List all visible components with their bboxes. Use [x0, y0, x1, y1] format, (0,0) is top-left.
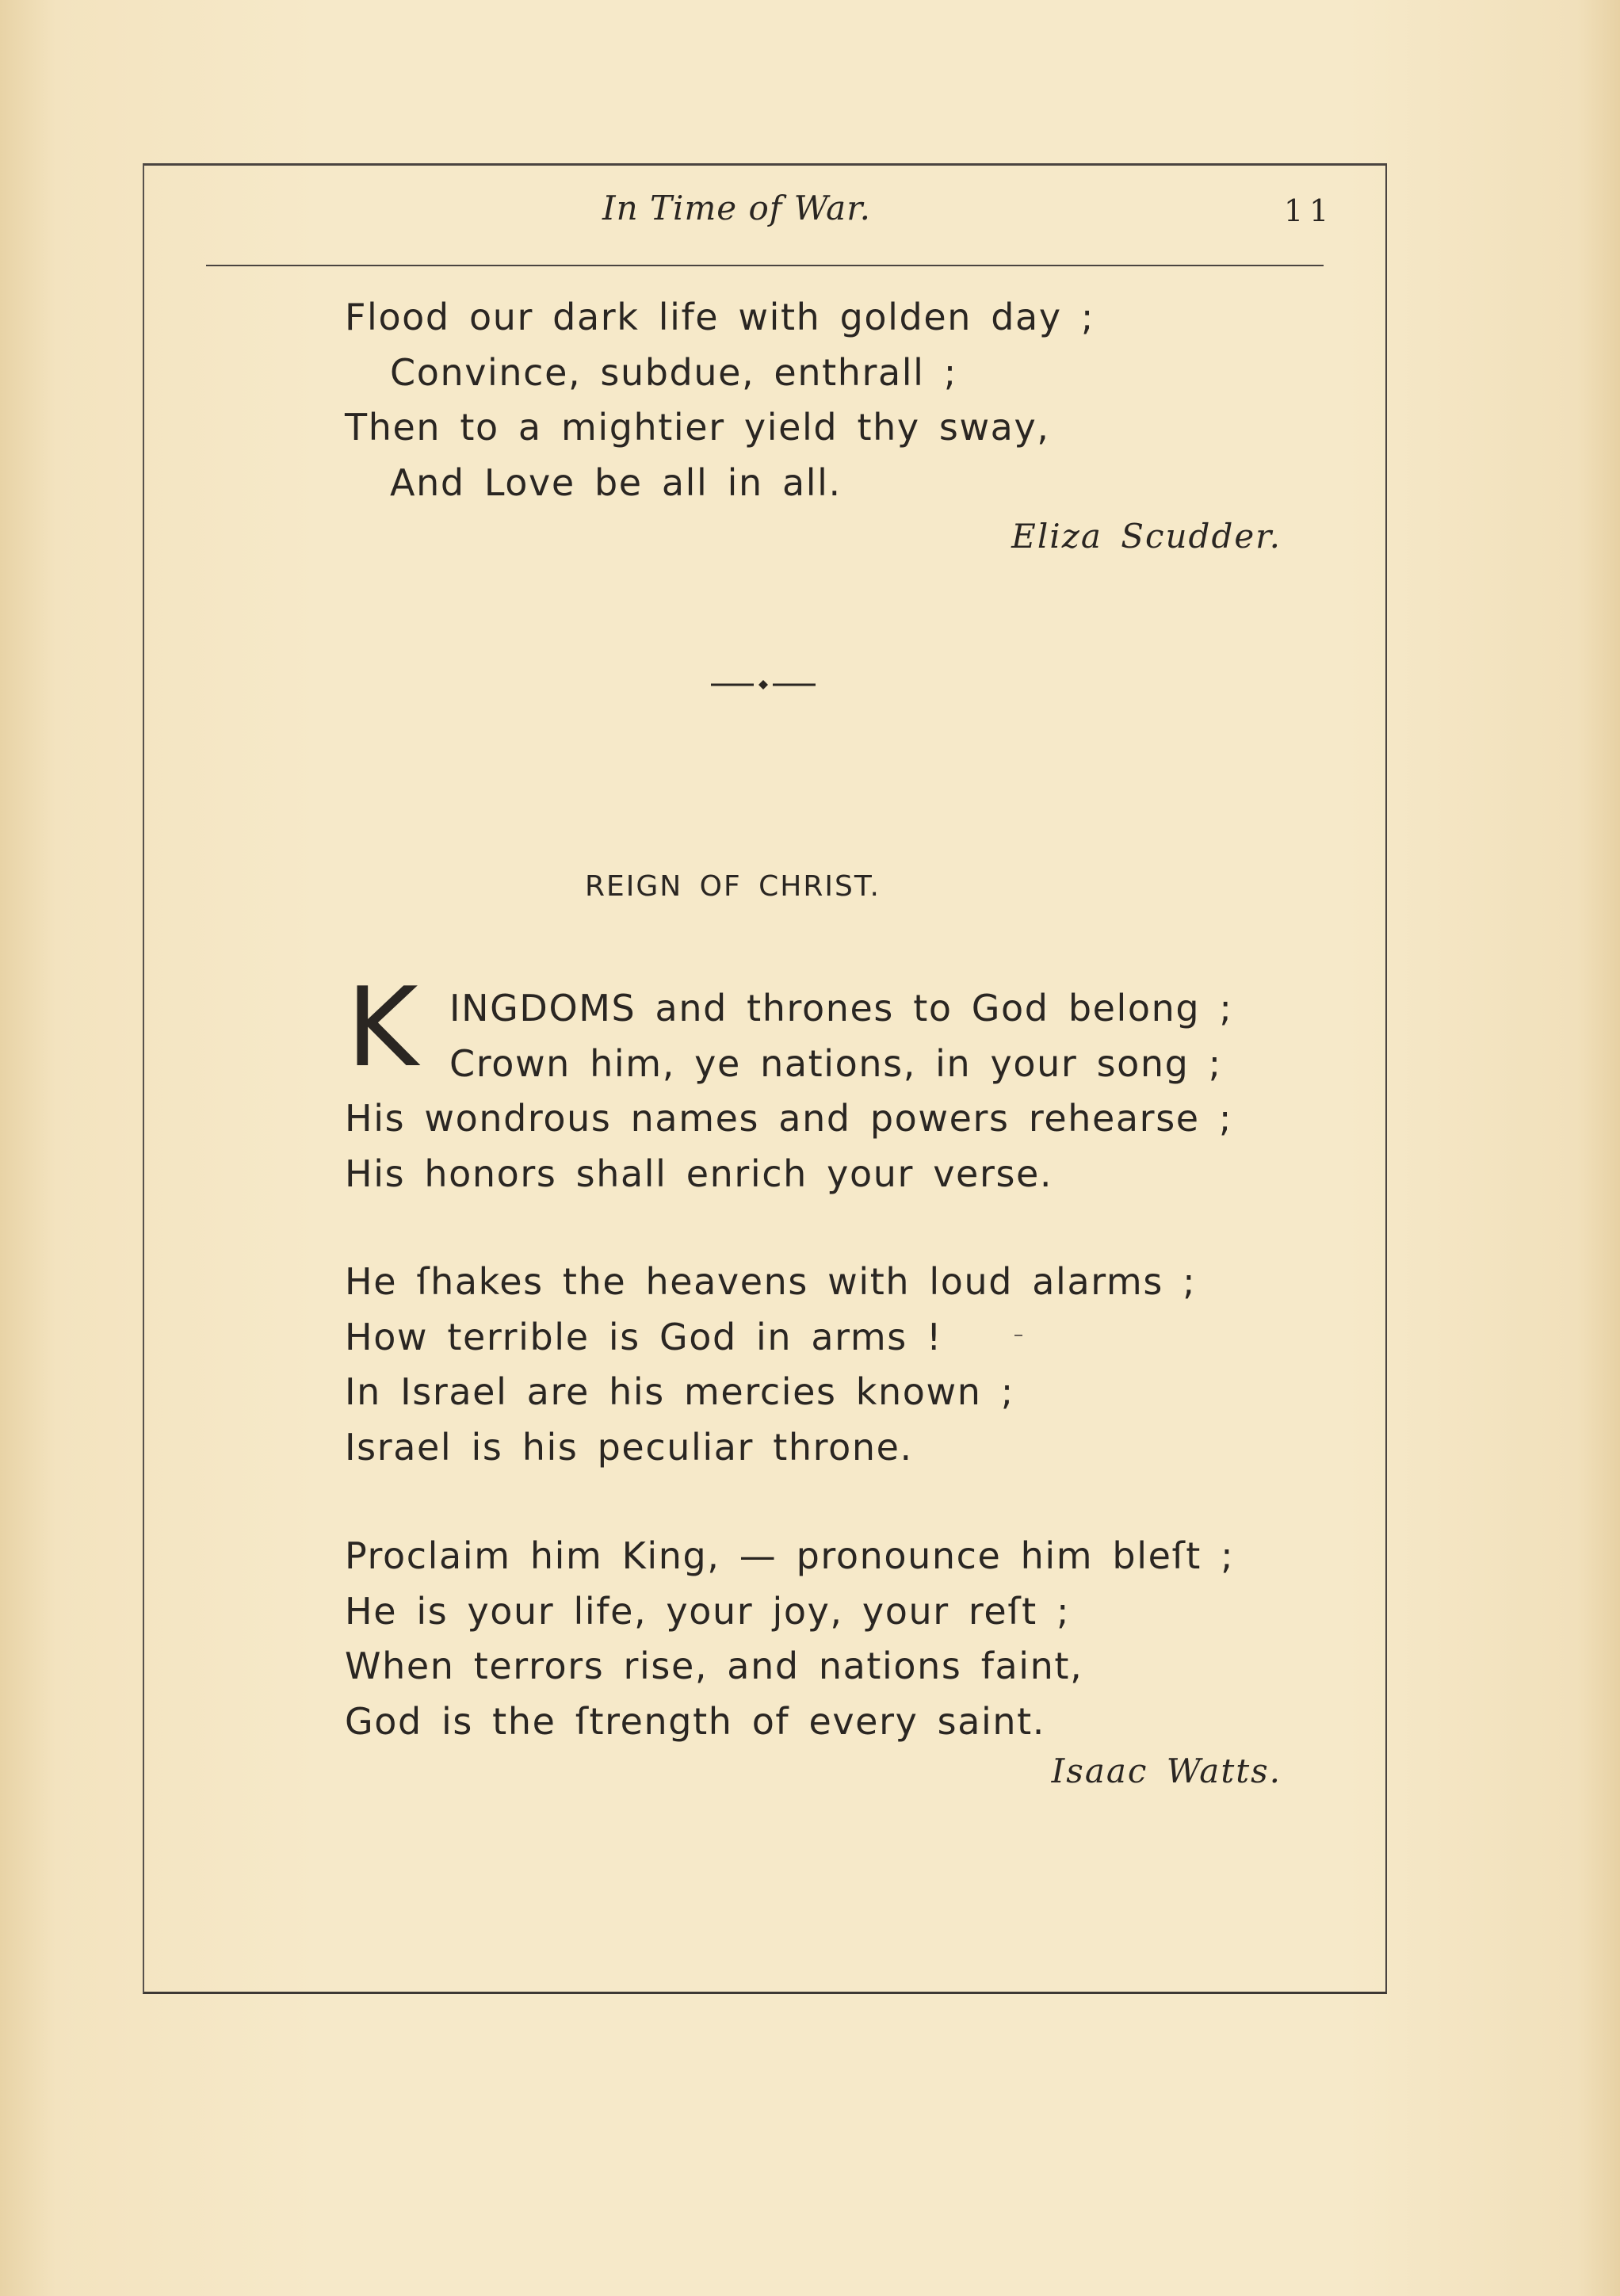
poem-line: God is the ſtrength of every saint.	[345, 1699, 1045, 1743]
poem-line: Israel is his peculiar throne.	[345, 1425, 913, 1469]
drop-cap: K	[346, 964, 418, 1091]
poem-stanza-1-close	[345, 1091, 1232, 1201]
page-number: 11	[1284, 193, 1335, 228]
poem-line: He is your life, your joy, your reſt ;	[345, 1589, 1071, 1633]
poem-line: Then to a mightier yield thy sway,	[345, 406, 1050, 449]
poem-line: In Israel are his mercies known ;	[345, 1370, 1014, 1413]
poem-line: How terrible is God in arms !	[345, 1315, 943, 1358]
running-head: In Time of War.	[602, 189, 872, 227]
poem-stanza-1-opening	[449, 981, 1233, 1091]
poem-line: Crown him, ye nations, in your song ;	[449, 1041, 1222, 1085]
poem-line: His honors shall enrich your verse.	[345, 1152, 1053, 1195]
poem-line: Flood our dark life with golden day ;	[345, 296, 1095, 338]
print-mark	[1014, 1335, 1022, 1336]
poem-line: His wondrous names and powers rehearse ;	[345, 1097, 1232, 1140]
section-title: REIGN OF CHRIST.	[585, 870, 881, 903]
poem-line: Proclaim him King, — pronounce him bleſt ;	[345, 1534, 1235, 1577]
ornament-divider	[711, 678, 816, 691]
header-rule	[206, 265, 1324, 266]
poem-line: When terrors rise, and nations faint,	[345, 1645, 1083, 1687]
poem-line: And Love be all in all.	[390, 460, 842, 504]
poem-line: He ſhakes the heavens with loud alarms ;	[345, 1260, 1197, 1303]
poem-line: INGDOMS and thrones to God belong ;	[449, 987, 1233, 1030]
author-attribution: Isaac Watts.	[1051, 1752, 1282, 1790]
author-attribution: Eliza Scudder.	[1011, 517, 1282, 556]
poem-stanza-3	[345, 1529, 1234, 1749]
poem-eliza-scudder	[345, 290, 1095, 510]
poem-stanza-2	[345, 1255, 1196, 1475]
poem-line: Convince, subdue, enthrall ;	[390, 350, 957, 394]
